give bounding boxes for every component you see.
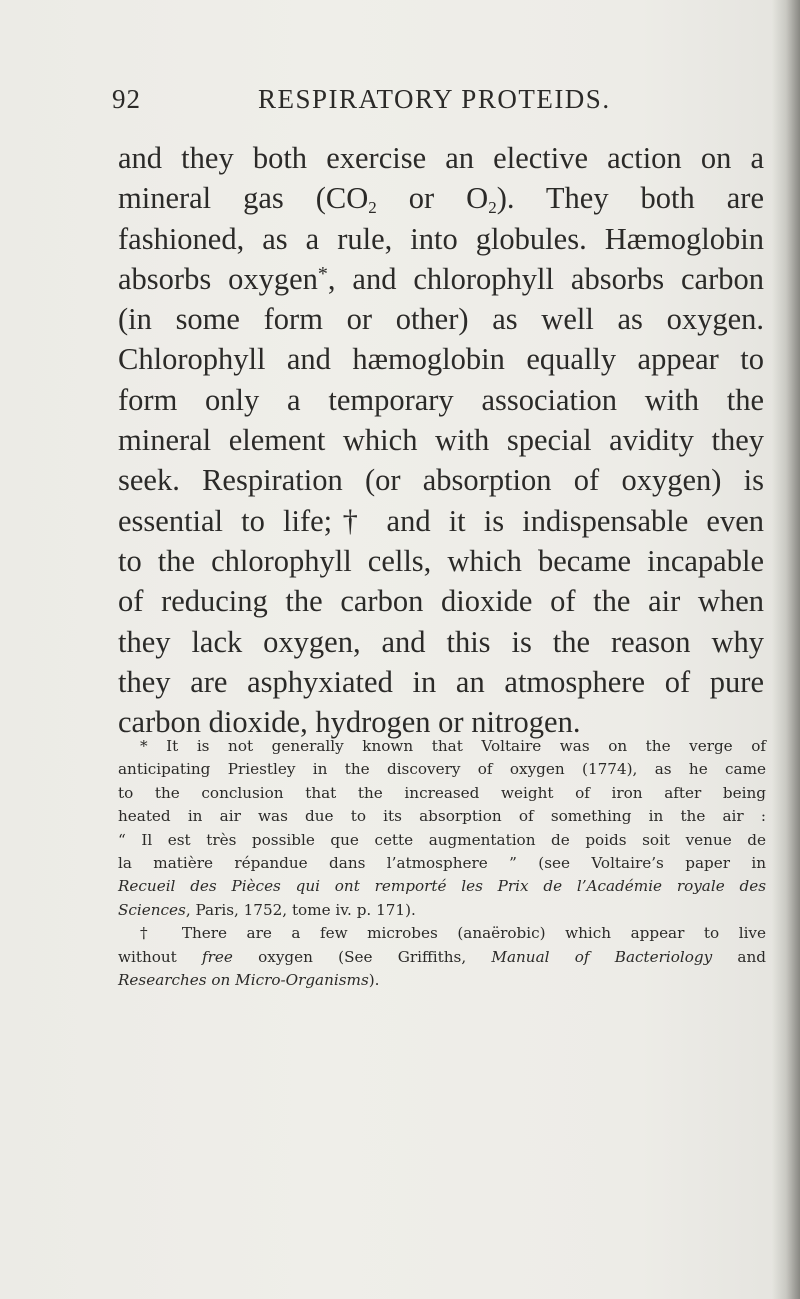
body-line bbox=[118, 501, 764, 541]
body-paragraph bbox=[118, 138, 764, 742]
footnote-line bbox=[118, 899, 766, 922]
footnote-text: ). bbox=[368, 971, 380, 990]
body-line-text: ). They both are bbox=[496, 181, 764, 216]
footnote-line: to the conclusion that the increased weight of iron after being bbox=[118, 783, 766, 802]
body-line: they lack oxygen, and this is the reason why bbox=[118, 624, 764, 659]
subscript: 2 bbox=[368, 198, 377, 218]
body-line-text: mineral gas (CO bbox=[118, 181, 369, 216]
body-line: seek. Respiration (or absorption of oxygen) is bbox=[118, 463, 764, 498]
body-line-text: , and chlorophyll absorbs carbon bbox=[327, 261, 764, 296]
body-line-text: essential to life; bbox=[118, 503, 333, 538]
footnote-line: anticipating Priestley in the discovery of oxygen (1774), as he came bbox=[118, 760, 766, 779]
emphasis-free: free bbox=[202, 947, 233, 966]
subscript: 2 bbox=[488, 198, 497, 218]
body-line: and they both exercise an elective action on a bbox=[118, 141, 764, 175]
body-line bbox=[118, 178, 764, 218]
page-number: 92 bbox=[112, 84, 141, 114]
footnote-text: , Paris, 1752, tome iv. p. 171). bbox=[185, 900, 416, 919]
running-header bbox=[112, 84, 724, 124]
citation-title: Researches on Micro-Organisms bbox=[118, 971, 369, 990]
body-line-text: and it is indispensable even bbox=[368, 503, 764, 538]
body-line: form only a temporary association with the bbox=[118, 382, 764, 417]
page-edge-shadow bbox=[772, 0, 800, 1299]
footnote-line: * It is not generally known that Voltaire was on the verge of bbox=[140, 737, 766, 755]
body-line: of reducing the carbon dioxide of the air when bbox=[118, 584, 764, 619]
body-line: fashioned, as a rule, into globules. Hæmoglobin bbox=[118, 221, 764, 256]
citation-title: Sciences bbox=[118, 900, 186, 919]
body-line: to the chlorophyll cells, which became incapable bbox=[118, 543, 764, 578]
footnote-line: “ Il est très possible que cette augmentation de poids soit venue de bbox=[118, 830, 766, 849]
body-line: mineral element which with special avidity they bbox=[118, 423, 764, 458]
footnote-mark-asterisk: * bbox=[317, 262, 328, 285]
body-line: carbon dioxide, hydrogen or nitrogen. bbox=[118, 705, 581, 740]
citation-title: Manual of Bacteriology bbox=[491, 947, 713, 966]
footnote-microbes bbox=[118, 922, 766, 992]
body-line: Chlorophyll and hæmoglobin equally appear to bbox=[118, 342, 764, 377]
footnote-line bbox=[118, 946, 766, 969]
footnote-text: oxygen (See Griffiths, bbox=[232, 947, 492, 966]
footnote-line: † There are a few microbes (anaërobic) which appear to live bbox=[140, 924, 766, 943]
running-title: RESPIRATORY PROTEIDS. bbox=[258, 84, 611, 114]
footnote-voltaire bbox=[118, 735, 766, 922]
body-line bbox=[118, 259, 764, 299]
footnote-text: without bbox=[118, 947, 203, 966]
footnote-mark-dagger: † bbox=[332, 503, 369, 538]
body-line: they are asphyxiated in an atmosphere of pure bbox=[118, 664, 764, 699]
body-line-text: or O bbox=[376, 181, 489, 216]
footnote-line: la matière répandue dans l’atmosphere ” (see Voltaire’s paper in bbox=[118, 854, 766, 873]
footnote-line: Recueil des Pièces qui ont remporté les Prix de l’Académie royale des bbox=[118, 877, 766, 896]
body-line-text: absorbs oxygen bbox=[118, 261, 318, 296]
footnotes bbox=[118, 735, 766, 992]
footnote-line bbox=[118, 969, 766, 992]
body-line: (in some form or other) as well as oxygen. bbox=[118, 302, 764, 337]
footnote-text: and bbox=[712, 947, 766, 966]
footnote-line: heated in air was due to its absorption of something in the air : bbox=[118, 807, 766, 826]
